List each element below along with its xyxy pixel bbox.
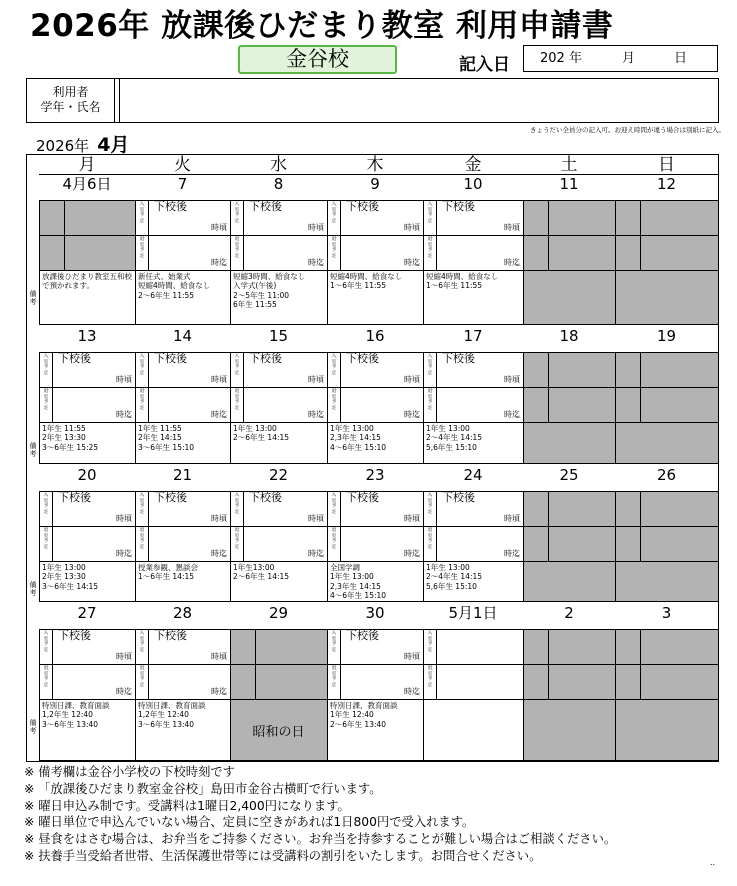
cell-in-time[interactable]	[39, 629, 136, 665]
entry-date-field[interactable]	[523, 45, 718, 72]
day-number: 4月6日	[62, 175, 112, 193]
cell-label: 入 室 予 定	[231, 201, 244, 235]
after-school-label: 下校後	[154, 491, 187, 504]
remark-cell: 短縮3時間、給食なし 入学式(午後) 2～5年生 11:00 6年生 11:55	[230, 270, 328, 325]
time-suffix: 時迄	[404, 258, 420, 267]
remark-cell: 全国学調 1年生 13:00 2,3年生 14:15 4～6年生 15:10	[327, 561, 424, 602]
cell-out-time[interactable]	[327, 526, 424, 562]
day-number: 11	[559, 175, 579, 193]
remark-cell	[523, 699, 616, 761]
remark-cell: 短縮4時間、給食なし 1～6年生 11:55	[327, 270, 424, 325]
cell-out-time[interactable]	[39, 387, 136, 423]
time-suffix: 時頃	[308, 514, 324, 523]
day-number: 14	[172, 327, 193, 345]
cell-in-time	[615, 200, 719, 236]
cell-divider	[616, 236, 641, 270]
remark-cell: 放課後ひだまり教室五和校で預かれます。	[39, 270, 136, 325]
day-number: 16	[365, 327, 385, 345]
cell-divider	[524, 527, 549, 561]
cell-in-time[interactable]	[230, 491, 328, 527]
cell-label: 退 室 予 定	[40, 388, 53, 422]
note-line: ※ 曜日単位で申込んでいない場合、定員に空きがあれば1日800円で受入れます。	[24, 815, 475, 830]
remark-label: 備 考	[29, 442, 37, 458]
after-school-label: 下校後	[442, 200, 475, 213]
time-suffix: 時迄	[211, 258, 227, 267]
entry-day: 日	[674, 51, 688, 66]
cell-in-time[interactable]	[39, 491, 136, 527]
after-school-label: 下校後	[249, 491, 282, 504]
cell-label: 入 室 予 定	[328, 353, 341, 387]
cell-label: 入 室 予 定	[424, 492, 437, 526]
cell-out-time[interactable]	[423, 526, 524, 562]
cell-in-time	[523, 200, 616, 236]
cell-divider	[616, 353, 641, 387]
remark-cell: 1年生 13:00 2～6年生 14:15	[230, 422, 328, 464]
cell-label: 退 室 予 定	[328, 665, 341, 699]
cell-divider	[40, 201, 65, 235]
remark-cell: 特別日課、教育面談 1,2年生 12:40 3～6年生 13:40	[39, 699, 136, 761]
cell-in-time[interactable]	[327, 200, 424, 236]
remark-cell: 1年生 13:00 2～4年生 14:15 5,6年生 15:10	[423, 422, 524, 464]
cell-divider	[616, 630, 641, 664]
cell-label: 退 室 予 定	[231, 236, 244, 270]
cell-label: 入 室 予 定	[424, 630, 437, 664]
time-suffix: 時頃	[504, 514, 520, 523]
day-number: 26	[656, 466, 677, 484]
cell-out-time	[523, 387, 616, 423]
cell-out-time[interactable]	[327, 387, 424, 423]
user-label	[27, 79, 115, 122]
cell-out-time	[615, 526, 719, 562]
month-label: 4月	[97, 134, 130, 156]
after-school-label: 下校後	[58, 629, 91, 642]
weekday-header: 火	[135, 155, 230, 175]
after-school-label: 下校後	[154, 352, 187, 365]
cell-in-time[interactable]	[39, 352, 136, 388]
note-line: ※ 曜日申込み制です。受講料は1曜日2,400円になります。	[24, 798, 350, 813]
cell-label: 入 室 予 定	[424, 201, 437, 235]
cell-out-time	[523, 526, 616, 562]
cell-in-time	[523, 629, 616, 665]
cell-out-time	[615, 235, 719, 271]
cell-out-time[interactable]	[423, 235, 524, 271]
cell-label: 退 室 予 定	[424, 665, 437, 699]
time-suffix: 時頃	[404, 375, 420, 384]
cell-label: 退 室 予 定	[136, 665, 149, 699]
weekday-header: 日	[615, 155, 718, 175]
cell-in-time[interactable]	[135, 352, 231, 388]
remark-cell	[615, 561, 719, 602]
remark-cell: 1年生13:00 2～6年生 14:15	[230, 561, 328, 602]
page-title: 2026年 放課後ひだまり教室 利用申請書	[30, 8, 614, 44]
after-school-label: 下校後	[346, 352, 379, 365]
day-number: 28	[172, 604, 193, 622]
time-suffix: 時頃	[404, 514, 420, 523]
holiday-label: 昭和の日	[252, 725, 305, 740]
cell-out-time	[523, 664, 616, 700]
remark-cell: 特別日課、教育面談 1年生 12:40 2～6年生 13:40	[327, 699, 424, 761]
sibling-note: きょうだい全員分の記入可。お迎え時間が違う場合は別紙に記入。	[530, 126, 725, 134]
entry-date-label: 記入日	[459, 55, 510, 75]
cell-label: 入 室 予 定	[328, 630, 341, 664]
entry-year: 202 年	[540, 51, 582, 66]
day-number: 20	[77, 466, 97, 484]
day-number: 25	[559, 466, 579, 484]
time-suffix: 時頃	[116, 514, 132, 523]
notes-section	[24, 764, 734, 865]
day-number: 23	[365, 466, 385, 484]
cell-label: 退 室 予 定	[424, 236, 437, 270]
user-label-line2: 学年・氏名	[40, 100, 101, 114]
cell-divider	[616, 492, 641, 526]
cell-out-time[interactable]	[423, 664, 524, 700]
cell-divider	[616, 388, 641, 422]
day-number: 3	[661, 604, 672, 622]
cell-label: 退 室 予 定	[136, 236, 149, 270]
cell-out-time[interactable]	[135, 664, 231, 700]
cell-in-time[interactable]	[423, 491, 524, 527]
cell-in-time[interactable]	[135, 491, 231, 527]
day-number: 24	[463, 466, 483, 484]
remark-cell	[523, 270, 616, 325]
after-school-label: 下校後	[346, 629, 379, 642]
cell-label: 退 室 予 定	[328, 388, 341, 422]
cell-label: 入 室 予 定	[40, 492, 53, 526]
corner-mark: ..	[710, 858, 716, 867]
remark-cell	[615, 699, 719, 761]
day-number: 7	[177, 175, 188, 193]
cell-in-time[interactable]	[423, 200, 524, 236]
cell-label: 退 室 予 定	[328, 236, 341, 270]
cell-label: 入 室 予 定	[40, 353, 53, 387]
cell-label: 退 室 予 定	[136, 527, 149, 561]
cell-label: 入 室 予 定	[136, 630, 149, 664]
time-suffix: 時頃	[504, 223, 520, 232]
cell-divider	[524, 630, 549, 664]
time-suffix: 時頃	[504, 375, 520, 384]
day-number: 15	[268, 327, 289, 345]
cell-label: 退 室 予 定	[136, 388, 149, 422]
day-number: 22	[268, 466, 289, 484]
time-suffix: 時頃	[116, 375, 132, 384]
after-school-label: 下校後	[58, 352, 91, 365]
cell-divider	[524, 388, 549, 422]
time-suffix: 時迄	[116, 549, 132, 558]
after-school-label: 下校後	[58, 491, 91, 504]
remark-cell: 短縮4時間、給食なし 1～6年生 11:55	[423, 270, 524, 325]
cell-divider	[616, 201, 641, 235]
note-line: ※ 昼食をはさむ場合は、お弁当をご持参ください。お弁当を持参することが難しい場合はご相談ください。	[24, 832, 617, 847]
time-suffix: 時迄	[211, 549, 227, 558]
cell-label: 退 室 予 定	[424, 527, 437, 561]
cell-in-time	[615, 491, 719, 527]
cell-divider	[524, 236, 549, 270]
note-line: ※ 「放課後ひだまり教室金谷校」島田市金谷古横町で行います。	[24, 781, 382, 796]
remark-cell: 授業参観、懇談会 1～6年生 14:15	[135, 561, 231, 602]
time-suffix: 時迄	[211, 410, 227, 419]
day-number: 30	[365, 604, 385, 622]
time-suffix: 時迄	[404, 410, 420, 419]
cell-divider	[231, 630, 256, 664]
cell-label: 入 室 予 定	[231, 353, 244, 387]
day-number: 19	[656, 327, 677, 345]
cell-out-time	[523, 235, 616, 271]
cell-divider	[524, 353, 549, 387]
time-suffix: 時頃	[211, 652, 227, 661]
time-suffix: 時迄	[308, 549, 324, 558]
time-suffix: 時迄	[308, 258, 324, 267]
cell-in-time	[523, 491, 616, 527]
cell-out-time[interactable]	[135, 526, 231, 562]
user-info-row[interactable]	[26, 78, 719, 123]
cell-out-time[interactable]	[423, 387, 524, 423]
time-suffix: 時頃	[116, 652, 132, 661]
cell-out-time[interactable]	[230, 526, 328, 562]
cell-out-time[interactable]	[230, 387, 328, 423]
cell-label: 退 室 予 定	[231, 388, 244, 422]
cell-label: 入 室 予 定	[136, 353, 149, 387]
weekday-header: 土	[523, 155, 615, 175]
after-school-label: 下校後	[249, 352, 282, 365]
time-suffix: 時迄	[504, 258, 520, 267]
remark-label: 備 考	[29, 581, 37, 597]
day-number: 29	[268, 604, 289, 622]
cell-out-time[interactable]	[135, 235, 231, 271]
cell-label: 退 室 予 定	[231, 527, 244, 561]
cell-in-time[interactable]	[423, 629, 524, 665]
cell-divider	[616, 665, 641, 699]
remark-cell: 1年生 13:00 2,3年生 14:15 4～6年生 15:10	[327, 422, 424, 464]
school-name-badge: 金谷校	[238, 45, 397, 74]
calendar-grid	[26, 154, 719, 762]
after-school-label: 下校後	[442, 352, 475, 365]
user-label-line1: 利用者	[52, 85, 89, 99]
day-number: 2	[564, 604, 574, 622]
time-suffix: 時頃	[308, 223, 324, 232]
cell-in-time	[615, 629, 719, 665]
cell-out-time[interactable]	[230, 235, 328, 271]
weekday-header: 木	[327, 155, 423, 175]
year-month-heading	[36, 130, 129, 157]
day-number: 10	[463, 175, 483, 193]
time-suffix: 時頃	[211, 223, 227, 232]
remark-cell: 特別日課、教育面談 1,2年生 12:40 3～6年生 13:40	[135, 699, 231, 761]
time-suffix: 時迄	[504, 549, 520, 558]
cell-divider	[616, 527, 641, 561]
remark-cell: 新任式、始業式 短縮4時間、給食なし 2～6年生 11:55	[135, 270, 231, 325]
cell-in-time[interactable]	[230, 200, 328, 236]
cell-label: 入 室 予 定	[424, 353, 437, 387]
cell-out-time[interactable]	[327, 664, 424, 700]
cell-divider	[524, 665, 549, 699]
day-number: 8	[273, 175, 284, 193]
cell-out-time[interactable]	[135, 387, 231, 423]
weekday-header: 水	[230, 155, 327, 175]
cell-out-time	[230, 664, 328, 700]
day-number: 17	[463, 327, 483, 345]
cell-label: 入 室 予 定	[328, 492, 341, 526]
cell-divider	[524, 201, 549, 235]
time-suffix: 時頃	[211, 514, 227, 523]
after-school-label: 下校後	[346, 491, 379, 504]
time-suffix: 時迄	[211, 687, 227, 696]
time-suffix: 時頃	[404, 652, 420, 661]
cell-out-time[interactable]	[39, 664, 136, 700]
remark-cell	[615, 270, 719, 325]
cell-in-time[interactable]	[423, 352, 524, 388]
remark-cell: 1年生 11:55 2年生 14:15 3～6年生 15:10	[135, 422, 231, 464]
cell-label: 入 室 予 定	[136, 201, 149, 235]
cell-out-time[interactable]	[327, 235, 424, 271]
day-number: 21	[172, 466, 193, 484]
time-suffix: 時頃	[308, 375, 324, 384]
cell-label: 入 室 予 定	[328, 201, 341, 235]
cell-divider	[231, 665, 256, 699]
cell-in-time[interactable]	[230, 352, 328, 388]
remark-cell: 1年生 13:00 2～4年生 14:15 5,6年生 15:10	[423, 561, 524, 602]
cell-in-time[interactable]	[327, 629, 424, 665]
cell-divider	[524, 492, 549, 526]
after-school-label: 下校後	[346, 200, 379, 213]
cell-label: 退 室 予 定	[40, 665, 53, 699]
cell-label: 退 室 予 定	[328, 527, 341, 561]
time-suffix: 時迄	[308, 410, 324, 419]
after-school-label: 下校後	[442, 491, 475, 504]
note-line: ※ 備考欄は金谷小学校の下校時刻です	[24, 765, 235, 779]
time-suffix: 時頃	[404, 223, 420, 232]
cell-out-time[interactable]	[39, 526, 136, 562]
time-suffix: 時迄	[116, 687, 132, 696]
weekday-header: 月	[39, 155, 135, 175]
cell-out-time	[615, 664, 719, 700]
day-number: 13	[77, 327, 97, 345]
cell-in-time	[523, 352, 616, 388]
cell-in-time[interactable]	[135, 629, 231, 665]
time-suffix: 時迄	[504, 410, 520, 419]
remark-cell: 1年生 11:55 2年生 13:30 3～6年生 15:25	[39, 422, 136, 464]
time-suffix: 時頃	[211, 375, 227, 384]
remark-cell: 1年生 13:00 2年生 13:30 3～6年生 14:15	[39, 561, 136, 602]
remark-cell	[523, 422, 616, 464]
time-suffix: 時迄	[116, 410, 132, 419]
cell-out-time	[39, 235, 136, 271]
remark-cell	[523, 561, 616, 602]
cell-divider	[40, 236, 65, 270]
cell-label: 退 室 予 定	[424, 388, 437, 422]
after-school-label: 下校後	[154, 200, 187, 213]
time-suffix: 時迄	[404, 549, 420, 558]
cell-in-time	[39, 200, 136, 236]
cell-label: 入 室 予 定	[40, 630, 53, 664]
cell-in-time	[230, 629, 328, 665]
remark-cell	[423, 699, 524, 761]
cell-in-time	[615, 352, 719, 388]
user-divider	[119, 79, 120, 122]
remark-cell	[615, 422, 719, 464]
day-number: 27	[77, 604, 97, 622]
time-suffix: 時迄	[404, 687, 420, 696]
after-school-label: 下校後	[154, 629, 187, 642]
remark-label: 備 考	[29, 719, 37, 735]
entry-month: 月	[622, 51, 636, 66]
cell-label: 入 室 予 定	[231, 492, 244, 526]
day-number: 5月1日	[448, 604, 498, 622]
weekday-header: 金	[423, 155, 523, 175]
cell-label: 入 室 予 定	[136, 492, 149, 526]
day-number: 12	[656, 175, 677, 193]
day-number: 9	[370, 175, 380, 193]
cell-in-time[interactable]	[135, 200, 231, 236]
cell-out-time	[615, 387, 719, 423]
day-number: 18	[559, 327, 579, 345]
cell-in-time[interactable]	[327, 491, 424, 527]
cell-in-time[interactable]	[327, 352, 424, 388]
cell-label: 退 室 予 定	[40, 527, 53, 561]
after-school-label: 下校後	[249, 200, 282, 213]
remark-label: 備 考	[29, 290, 37, 306]
note-line: ※ 扶養手当受給者世帯、生活保護世帯等には受講料の割引をいたします。お問合せください。	[24, 848, 542, 863]
year-label: 2026年	[36, 137, 90, 155]
